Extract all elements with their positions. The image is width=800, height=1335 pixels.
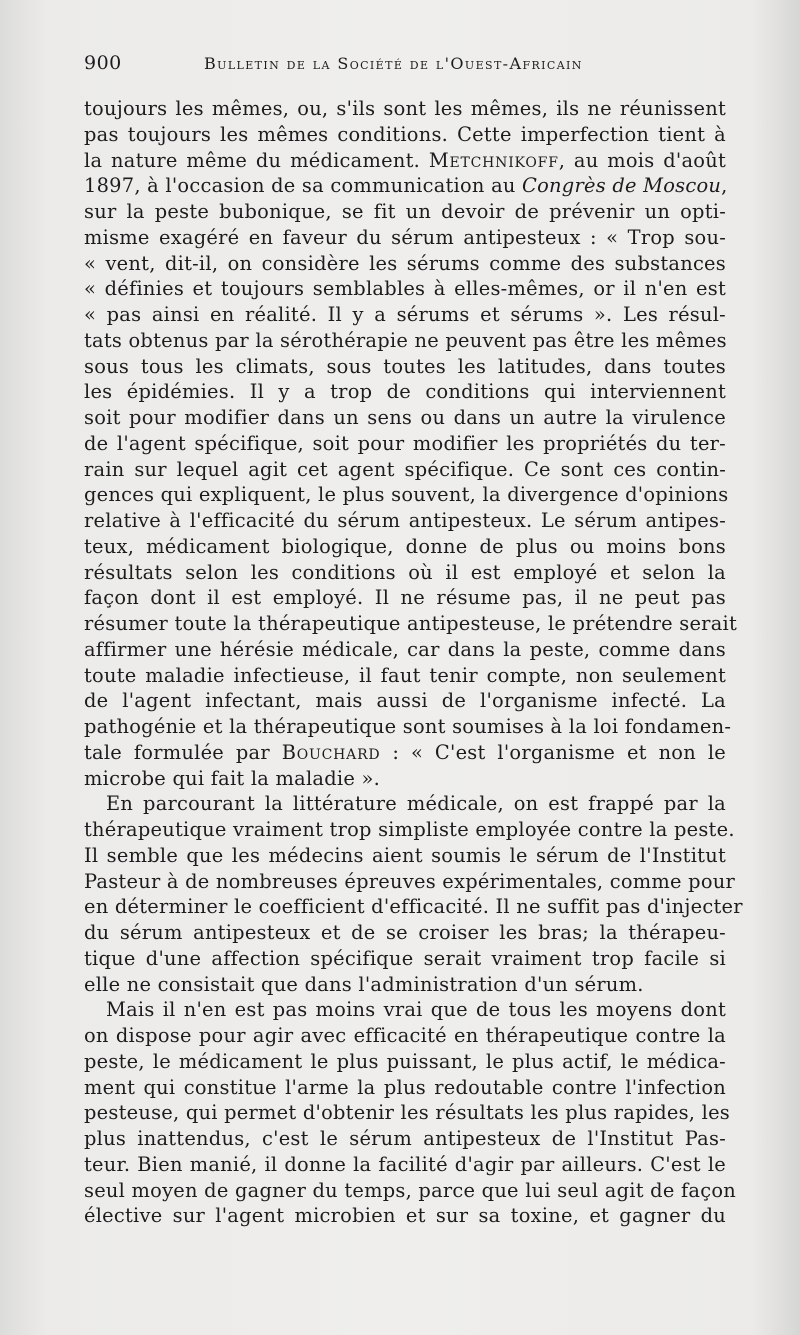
text-line-content: résumer toute la thérapeutique antipesteuse, le prétendre serait xyxy=(84,612,738,635)
text-line-content: de l'agent infectant, mais aussi de l'organisme infecté. La xyxy=(84,689,726,713)
text-line-content: toute maladie infectieuse, il faut tenir compte, non seulement xyxy=(84,663,726,687)
author-name: Metchnikoff xyxy=(428,148,559,172)
text-line-content: affirmer une hérésie médicale, car dans la peste, comme dans xyxy=(84,637,726,661)
text-line-content: « pas ainsi en réalité. Il y a sérums et sérums ». Les résul- xyxy=(84,303,726,326)
text-line-content: pas toujours les mêmes conditions. Cette imperfection tient à xyxy=(84,122,726,146)
page-header xyxy=(84,52,724,82)
text-line xyxy=(84,972,726,998)
text-line xyxy=(84,482,729,508)
text-line-content: En parcourant la littérature médicale, on est frappé par la xyxy=(106,792,726,816)
text-line xyxy=(84,173,726,199)
text-line xyxy=(84,431,726,457)
text-line xyxy=(84,946,726,972)
text-line xyxy=(84,637,726,663)
text-line-content: microbe qui fait la maladie ». xyxy=(84,766,381,790)
text-line-content: soit pour modifier dans un sens ou dans un autre la virulence xyxy=(84,406,726,429)
text-line xyxy=(84,534,726,560)
text-line-content: elle ne consistait que dans l'administration d'un sérum. xyxy=(84,972,644,996)
text-line-content: résultats selon les conditions où il est employé et selon la xyxy=(84,560,726,584)
text-line xyxy=(84,714,732,740)
text-line-content: en déterminer le coefficient d'efficacité. Il ne suffit pas d'injecter xyxy=(84,895,743,919)
text-line-content: les épidémies. Il y a trop de conditions qui interviennent xyxy=(84,380,726,404)
author-name: Bouchard xyxy=(281,740,381,764)
running-title: Bulletin de la Société de l'Ouest-Africain xyxy=(204,54,583,73)
text-line xyxy=(84,1203,726,1229)
text-line-content: pathogénie et la thérapeutique sont soumises à la loi fondamen- xyxy=(84,715,732,738)
text-line-content: relative à l'efficacité du sérum antipesteux. Le sérum antipes- xyxy=(84,509,726,532)
text-line-content: Il semble que les médecins aient soumis le sérum de l'Institut xyxy=(84,843,726,867)
text-line-content: tats obtenus par la sérothérapie ne peuvent pas être les mêmes xyxy=(84,328,727,352)
text-line-content: plus inattendus, c'est le sérum antipesteux de l'Institut Pas- xyxy=(84,1127,726,1150)
text-line xyxy=(84,276,726,302)
text-line xyxy=(84,1049,726,1075)
text-line-content: on dispose pour agir avec efficacité en thérapeutique contre la xyxy=(84,1024,726,1047)
text-line-content: gences qui expliquent, le plus souvent, la divergence d'opinions xyxy=(84,483,729,507)
text-line-content: Mais il n'en est pas moins vrai que de tous les moyens dont xyxy=(106,998,726,1022)
text-line-content: Pasteur à de nombreuses épreuves expérimentales, comme pour xyxy=(84,869,736,893)
text-line xyxy=(84,354,726,380)
text-line xyxy=(84,611,738,637)
text-line xyxy=(84,96,726,122)
italic-title: Congrès de Moscou xyxy=(522,174,722,198)
text-line-content: sous tous les climats, sous toutes les latitudes, dans toutes xyxy=(84,354,726,378)
text-line xyxy=(84,894,743,920)
text-line xyxy=(84,1152,726,1178)
text-line xyxy=(84,148,726,174)
text-line xyxy=(84,122,726,148)
text-line-content: façon dont il est employé. Il ne résume pas, il ne peut pas xyxy=(84,586,726,610)
text-line xyxy=(84,791,726,817)
text-line-content: teux, médicament biologique, donne de plus ou moins bons xyxy=(84,534,726,558)
text-line xyxy=(84,663,726,689)
text-line xyxy=(84,199,726,225)
text-line-content: rain sur lequel agit cet agent spécifique. Ce sont ces contin- xyxy=(84,457,726,481)
text-line xyxy=(84,766,726,792)
text-line-content: la nature même du médicament. xyxy=(84,148,429,172)
text-line-continuation: , xyxy=(721,174,728,198)
text-line xyxy=(84,1023,726,1049)
text-line xyxy=(84,688,726,714)
text-line-content: thérapeutique vraiment trop simpliste employée contre la peste. xyxy=(84,818,735,841)
text-line-content: peste, le médicament le plus puissant, le plus actif, le médica- xyxy=(84,1049,726,1073)
text-line-content: seul moyen de gagner du temps, parce que lui seul agit de façon xyxy=(84,1178,736,1202)
body-text xyxy=(84,96,743,1229)
text-line-content: teur. Bien manié, il donne la facilité d'agir par ailleurs. C'est le xyxy=(84,1152,726,1176)
text-line-content: misme exagéré en faveur du sérum antipesteux : « Trop sou- xyxy=(84,225,726,249)
text-line-continuation: : « C'est l'organisme et non le xyxy=(380,740,726,764)
text-line-content: de l'agent spécifique, soit pour modifier les propriétés du ter- xyxy=(84,431,726,455)
text-line xyxy=(84,843,726,869)
text-line xyxy=(84,457,726,483)
text-line-content: ment qui constitue l'arme la plus redoutable contre l'infection xyxy=(84,1075,726,1099)
text-line-continuation: , au mois d'août xyxy=(558,148,726,172)
text-line xyxy=(84,405,726,431)
text-line xyxy=(84,1075,726,1101)
text-line-content: tique d'une affection spécifique serait vraiment trop facile si xyxy=(84,946,726,970)
text-line xyxy=(84,920,726,946)
text-line-content: du sérum antipesteux et de se croiser les bras; la thérapeu- xyxy=(84,921,726,944)
text-line xyxy=(84,379,726,405)
text-line-content: tale formulée par xyxy=(84,740,282,764)
text-line-content: toujours les mêmes, ou, s'ils sont les mêmes, ils ne réunissent xyxy=(84,97,726,120)
text-line xyxy=(84,869,736,895)
text-line xyxy=(84,560,726,586)
text-line xyxy=(84,817,735,843)
text-line xyxy=(84,225,726,251)
text-line xyxy=(84,1126,726,1152)
text-line-content: élective sur l'agent microbien et sur sa toxine, et gagner du xyxy=(84,1204,726,1228)
text-line xyxy=(84,585,726,611)
text-line-content: 1897, à l'occasion de sa communication au xyxy=(84,174,523,198)
text-line xyxy=(84,1100,730,1126)
text-line-content: pesteuse, qui permet d'obtenir les résultats les plus rapides, les xyxy=(84,1101,730,1125)
text-line-content: « vent, dit-il, on considère les sérums comme des substances xyxy=(84,251,726,275)
text-line xyxy=(84,328,726,354)
text-line xyxy=(84,251,726,277)
text-line-content: « définies et toujours semblables à elles-mêmes, or il n'en est xyxy=(84,277,726,301)
text-line-content: sur la peste bubonique, se fit un devoir de prévenir un opti- xyxy=(84,200,726,223)
text-line xyxy=(84,997,726,1023)
text-line xyxy=(84,1178,736,1204)
text-line xyxy=(84,302,726,328)
page-number: 900 xyxy=(84,52,122,74)
text-line xyxy=(84,508,726,534)
text-line xyxy=(84,740,726,766)
